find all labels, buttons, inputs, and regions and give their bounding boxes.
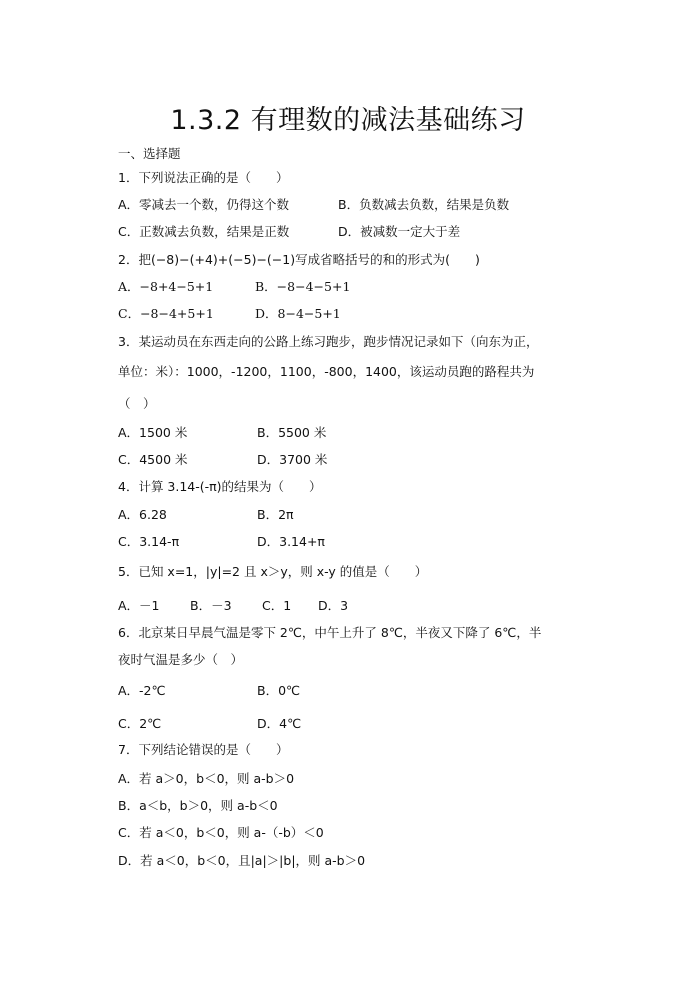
question-1-stem: 1．下列说法正确的是（ ） [118,170,289,185]
question-2-option-d: D．8−4−5+1 [255,306,341,321]
question-2-option-c: C．−8−4+5+1 [118,306,214,321]
question-6-option-c: C．2℃ [118,716,162,731]
question-7-option-d: D．若 a＜0，b＜0，且|a|＞|b|，则 a-b＞0 [118,853,366,868]
question-4-option-c: C．3.14-π [118,534,180,549]
question-7-option-c: C．若 a＜0，b＜0，则 a-（-b）＜0 [118,825,324,840]
question-5-option-d: D．3 [318,598,349,613]
question-3-stem-line-3: （ ） [118,396,156,411]
question-6-option-d: D．4℃ [257,716,302,731]
question-6-option-b: B．0℃ [257,683,301,698]
question-4-stem: 4．计算 3.14-(-π)的结果为（ ） [118,479,322,494]
question-3-option-a: A．1500 米 [118,425,188,440]
question-4-option-a: A．6.28 [118,507,167,522]
question-2-option-b: B．−8−4−5+1 [255,279,351,294]
question-7-stem: 7．下列结论错误的是（ ） [118,742,289,757]
question-1-option-c: C．正数减去负数，结果是正数 [118,224,290,239]
question-5-option-a: A．－1 [118,598,160,613]
question-3-stem-line-1: 3．某运动员在东西走向的公路上练习跑步，跑步情况记录如下（向东为正， [118,334,539,349]
question-4-option-b: B．2π [257,507,294,522]
page-title: 1.3.2 有理数的减法基础练习 [170,105,526,136]
question-7-option-a: A．若 a＞0，b＜0，则 a-b＞0 [118,771,295,786]
question-4-option-d: D．3.14+π [257,534,325,549]
question-6-stem-line-1: 6．北京某日早晨气温是零下 2℃，中午上升了 8℃，半夜又下降了 6℃，半 [118,625,542,640]
question-3-option-c: C．4500 米 [118,452,188,467]
question-6-stem-line-2: 夜时气温是多少（ ） [118,652,244,667]
question-7-option-b: B．a＜b，b＞0，则 a-b＜0 [118,798,278,813]
question-3-option-d: D．3700 米 [257,452,328,467]
question-5-option-b: B．－3 [190,598,232,613]
section-heading: 一、选择题 [118,146,181,161]
question-2-option-a: A．−8+4−5+1 [118,279,214,294]
question-5-stem: 5．已知 x=1，|y|=2 且 x＞y，则 x-y 的值是（ ） [118,564,428,579]
question-5-option-c: C．1 [262,598,292,613]
question-6-option-a: A．-2℃ [118,683,166,698]
question-3-stem-line-2: 单位：米）：1000，-1200，1100，-800，1400，该运动员跑的路程共为 [118,364,535,379]
question-1-option-a: A．零减去一个数，仍得这个数 [118,197,290,212]
question-3-option-b: B．5500 米 [257,425,327,440]
question-1-option-b: B．负数减去负数，结果是负数 [338,197,510,212]
question-1-option-d: D．被减数一定大于差 [338,224,461,239]
question-2-stem: 2．把(−8)−(+4)+(−5)−(−1)写成省略括号的和的形式为( ) [118,252,480,267]
